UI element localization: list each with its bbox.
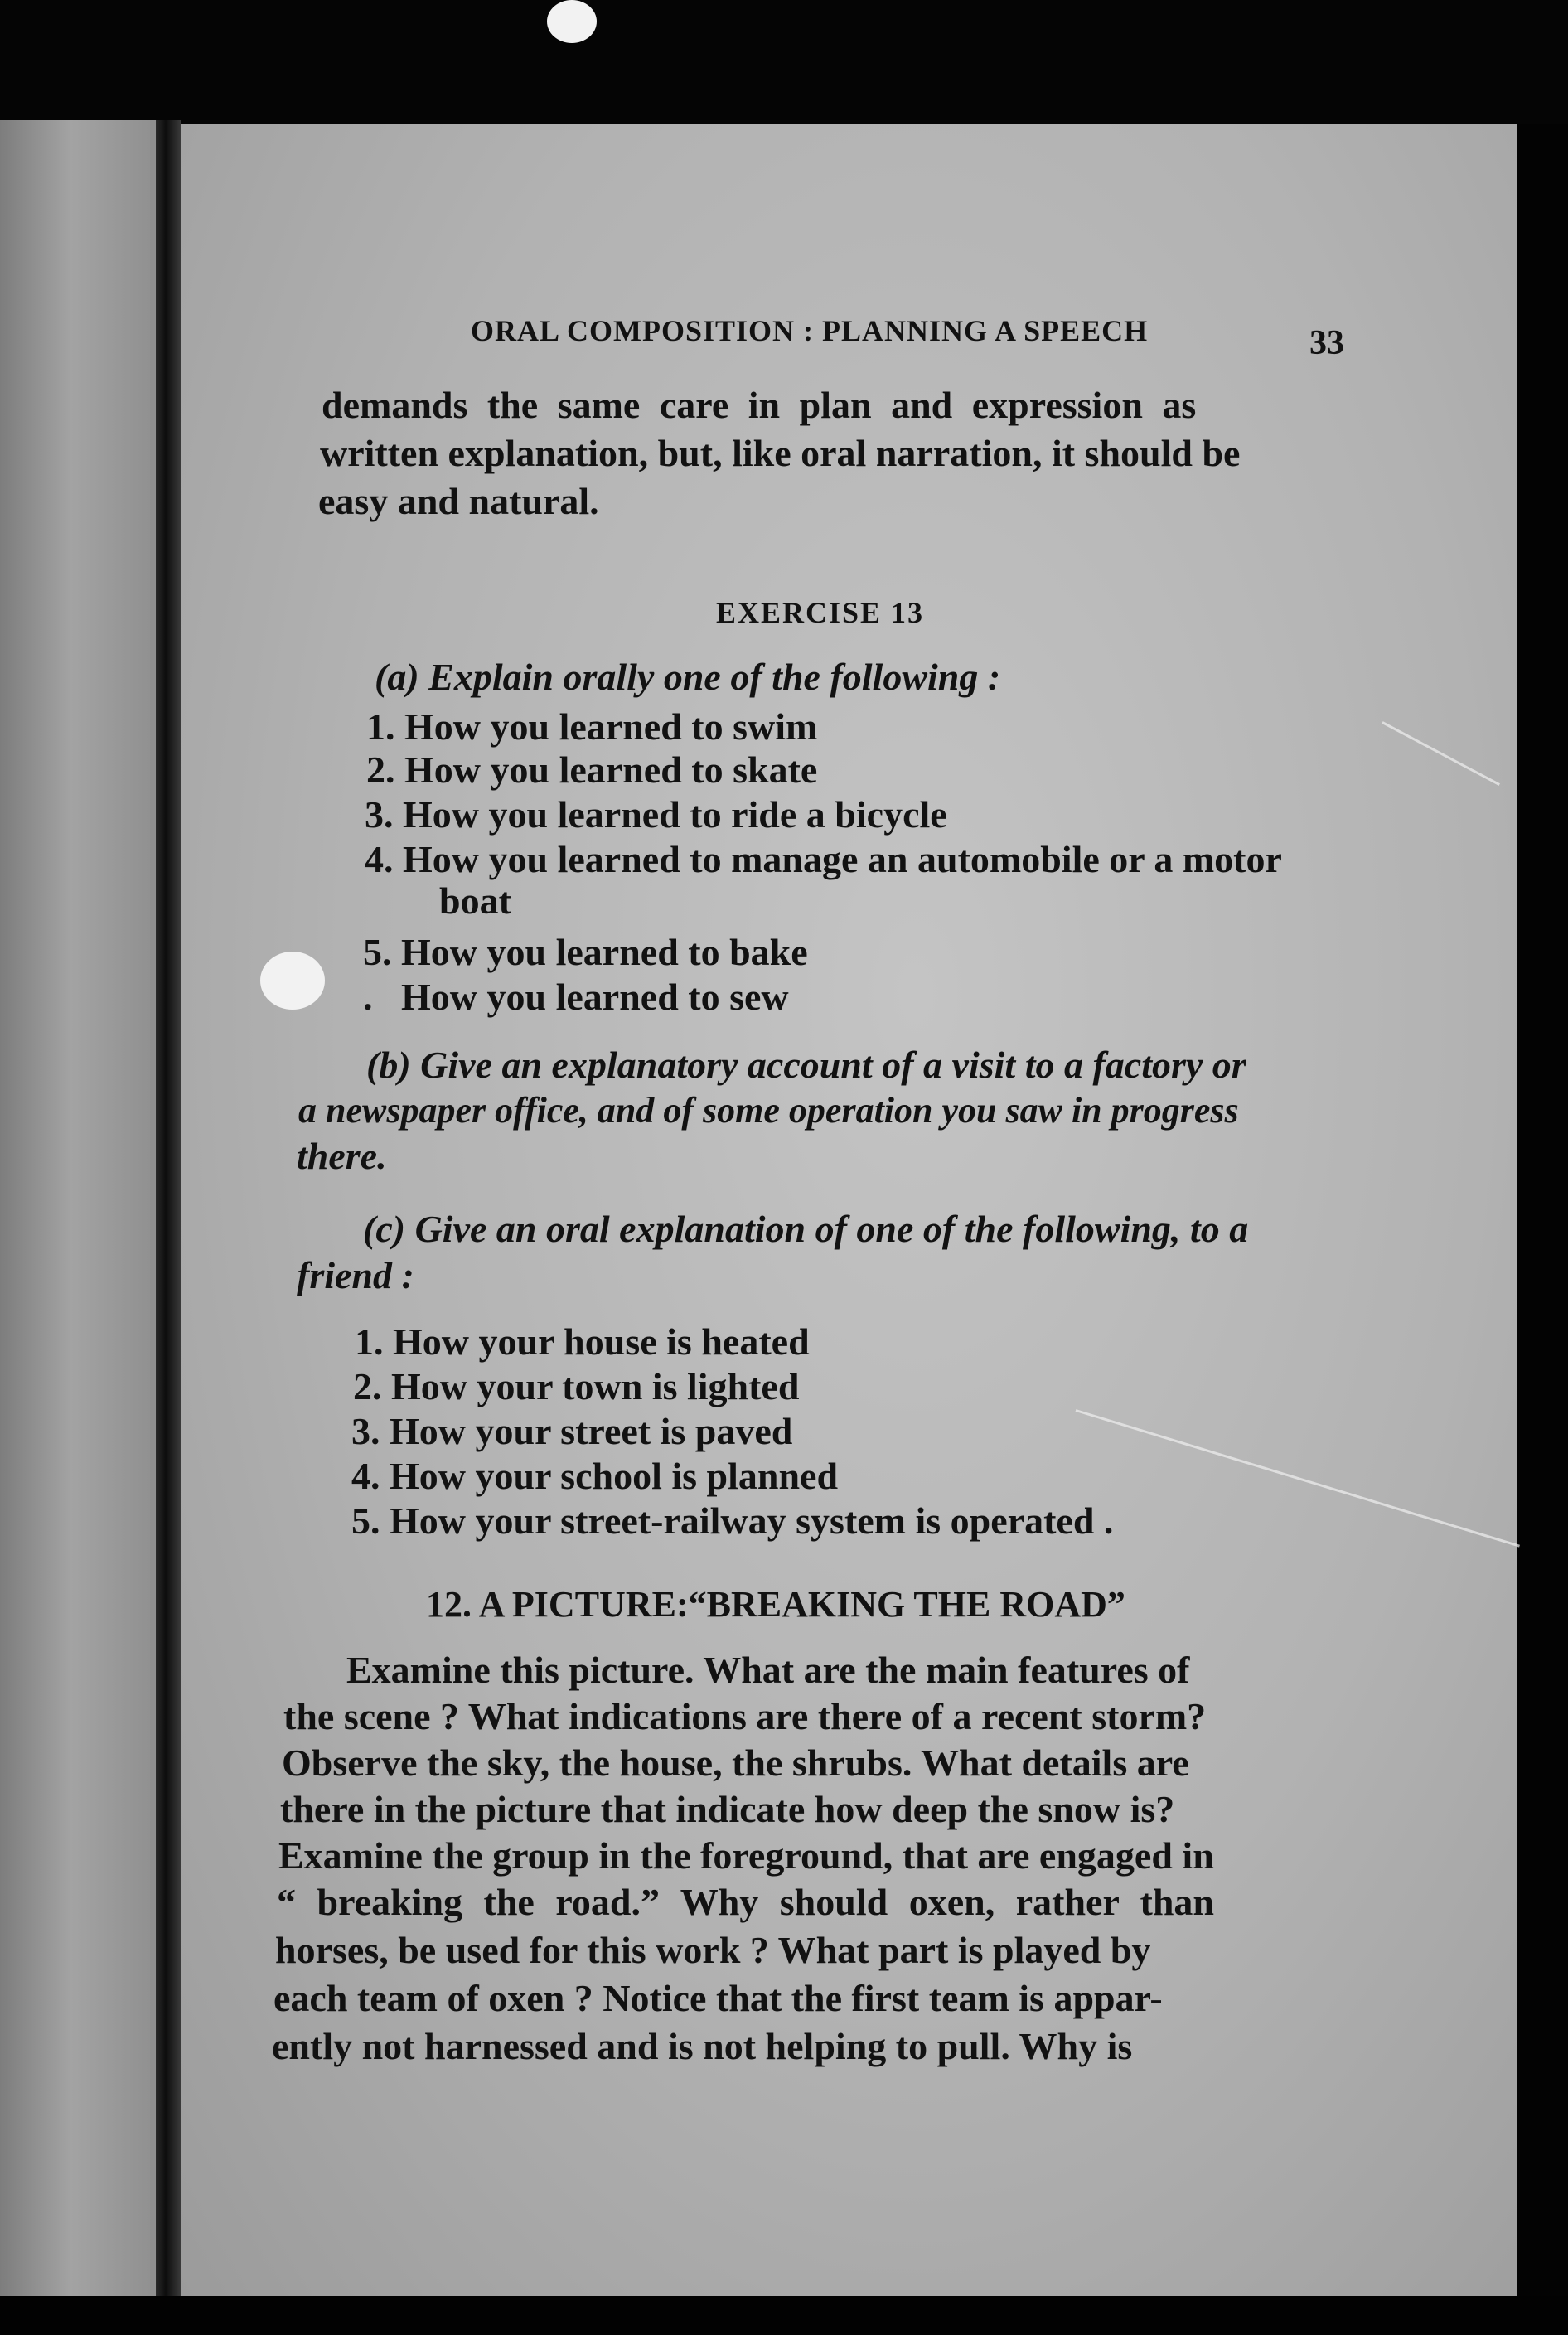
book-gutter xyxy=(156,120,181,2300)
list-item xyxy=(355,1320,810,1364)
item-text: How you learned to ride a bicycle xyxy=(403,793,947,836)
item-number: 2. xyxy=(353,1365,382,1407)
list-item xyxy=(363,930,808,974)
item-text: How your house is heated xyxy=(393,1320,810,1363)
paper-damage-spot xyxy=(260,952,325,1010)
item-number: . xyxy=(363,976,373,1018)
item-number: 3. xyxy=(351,1410,380,1452)
body-line-1: Examine this picture. What are the main features of xyxy=(346,1649,1190,1691)
item-text: How you learned to skate xyxy=(404,748,818,791)
item-number: 5. xyxy=(351,1499,380,1542)
item-text: How you learned to manage an automobile or a motor xyxy=(403,838,1282,880)
ink-blot xyxy=(547,0,597,43)
list-item xyxy=(366,705,817,748)
part-a-instruction xyxy=(375,655,1000,699)
item-text: boat xyxy=(439,879,511,922)
running-title: ORAL COMPOSITION : PLANNING A SPEECH xyxy=(471,314,1149,347)
item-number: 1. xyxy=(366,705,395,748)
part-a-text: Explain orally one of the following : xyxy=(428,656,1001,698)
body-line-4: there in the picture that indicate how deep the snow is? xyxy=(280,1788,1175,1830)
item-number: 5. xyxy=(363,931,392,973)
item-text: How your street-railway system is operated . xyxy=(390,1499,1114,1542)
book-page xyxy=(181,124,1517,2296)
scan-top-border xyxy=(0,0,1568,124)
list-item xyxy=(351,1409,792,1453)
list-item xyxy=(351,1454,838,1498)
item-text: How your town is lighted xyxy=(391,1365,800,1407)
list-item xyxy=(351,1499,1113,1543)
body-line-9: ently not harnessed and is not helping to pull. Why is xyxy=(272,2025,1133,2067)
item-number: 4. xyxy=(351,1455,380,1497)
list-item xyxy=(353,1364,799,1408)
exercise-title: EXERCISE 13 xyxy=(716,596,925,629)
item-number: 1. xyxy=(355,1320,384,1363)
body-line-3: Observe the sky, the house, the shrubs. What details are xyxy=(282,1742,1189,1784)
list-item-continuation xyxy=(439,879,511,923)
item-text: How you learned to swim xyxy=(404,705,818,748)
part-b-text: Give an explanatory account of a visit to a factory or xyxy=(420,1044,1246,1086)
list-item xyxy=(366,748,817,792)
body-line-2: the scene ? What indications are there of a recent storm? xyxy=(283,1695,1207,1737)
part-b-line-1 xyxy=(366,1043,1246,1087)
scan-right-border xyxy=(1517,124,1568,2296)
item-text: How you learned to sew xyxy=(401,976,789,1018)
part-b-label: (b) xyxy=(366,1044,411,1086)
facing-page-margin xyxy=(0,120,157,2300)
part-b-line-3: there. xyxy=(297,1135,387,1177)
part-c-line-2: friend : xyxy=(297,1254,414,1296)
part-b-line-2: a newspaper office, and of some operation you saw in progress xyxy=(298,1090,1239,1131)
page-number: 33 xyxy=(1309,324,1344,362)
intro-line-2: written explanation, but, like oral narration, it should be xyxy=(320,432,1241,474)
item-text: How your school is planned xyxy=(390,1455,839,1497)
part-c-label: (c) xyxy=(363,1208,406,1250)
item-number: 2. xyxy=(366,748,395,791)
body-line-8: each team of oxen ? Notice that the first team is appar- xyxy=(273,1977,1163,2019)
part-c-text: Give an oral explanation of one of the following, to a xyxy=(414,1208,1249,1250)
film-scratch xyxy=(1076,1409,1520,1548)
item-text: How your street is paved xyxy=(390,1410,793,1452)
body-line-6: “ breaking the road.” Why should oxen, rather than xyxy=(277,1881,1215,1923)
part-c-line-1 xyxy=(363,1207,1248,1251)
item-number: 4. xyxy=(365,838,394,880)
item-text: How you learned to bake xyxy=(401,931,808,973)
body-line-5: Examine the group in the foreground, that are engaged in xyxy=(278,1834,1214,1877)
list-item xyxy=(365,837,1282,881)
body-line-7: horses, be used for this work ? What part is played by xyxy=(275,1929,1151,1971)
intro-line-3: easy and natural. xyxy=(318,480,599,522)
section-heading: 12. A PICTURE:“BREAKING THE ROAD” xyxy=(426,1584,1125,1625)
item-number: 3. xyxy=(365,793,394,836)
intro-line-1: demands the same care in plan and expression as xyxy=(322,384,1197,426)
part-a-label: (a) xyxy=(375,656,419,698)
list-item xyxy=(363,975,789,1019)
film-scratch xyxy=(1382,721,1500,786)
list-item xyxy=(365,792,947,836)
scan-bottom-border xyxy=(0,2296,1568,2335)
